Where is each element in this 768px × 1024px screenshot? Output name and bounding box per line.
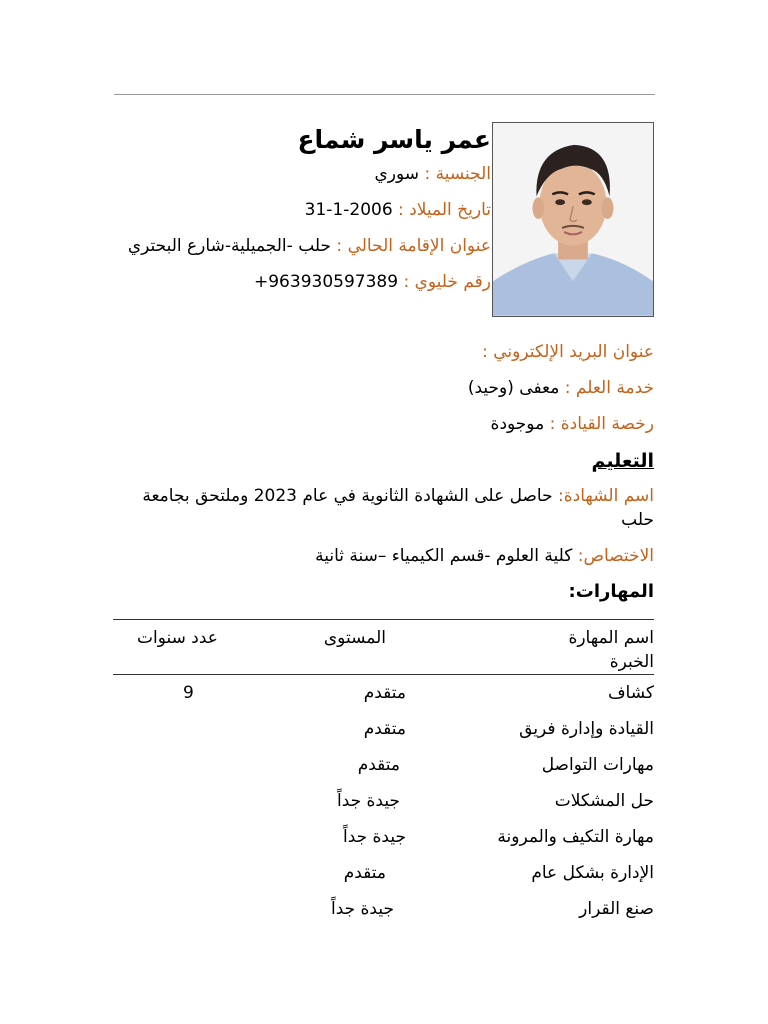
military-label: خدمة العلم : bbox=[559, 378, 654, 398]
major-value: كلية العلوم -قسم الكيمياء –سنة ثانية bbox=[315, 546, 573, 566]
nationality-label: الجنسية : bbox=[419, 164, 491, 184]
nationality-line bbox=[111, 162, 491, 186]
birth-label: تاريخ الميلاد : bbox=[392, 200, 491, 220]
skill-name: مهارات التواصل bbox=[541, 755, 654, 775]
skills-title: المهارات: bbox=[568, 581, 654, 602]
skill-years: 9 bbox=[183, 683, 194, 703]
address-label: عنوان الإقامة الحالي : bbox=[331, 236, 491, 256]
education-title: التعليم bbox=[591, 450, 654, 472]
skill-row bbox=[113, 783, 654, 819]
skill-name: حل المشكلات bbox=[554, 791, 654, 811]
degree-value: حاصل على الشهادة الثانوية في عام 2023 وملتحق بجامعة حلب bbox=[142, 486, 654, 530]
license-line bbox=[113, 412, 654, 436]
birth-value: 31-1-2006 bbox=[304, 200, 393, 220]
skill-level: متقدم bbox=[363, 719, 406, 739]
top-divider bbox=[114, 94, 655, 95]
header-skill-name-text: اسم المهارة bbox=[568, 628, 654, 648]
skill-level: متقدم bbox=[357, 755, 400, 775]
skill-name: صنع القرار bbox=[579, 899, 654, 919]
email-label: عنوان البريد الإلكتروني : bbox=[482, 342, 654, 362]
skill-level: جيدة جداً bbox=[342, 827, 406, 847]
skill-row bbox=[113, 819, 654, 855]
address-value: حلب -الجميلية-شارع البحتري bbox=[127, 236, 332, 256]
profile-photo bbox=[492, 122, 654, 317]
license-label: رخصة القيادة : bbox=[544, 414, 654, 434]
major-label: الاختصاص: bbox=[572, 546, 654, 566]
table-header bbox=[113, 620, 654, 674]
candidate-name: عمر ياسر شماع bbox=[297, 125, 491, 154]
header-years-wrap: الخبرة bbox=[609, 652, 654, 672]
phone-label: رقم خليوي : bbox=[398, 272, 491, 292]
skill-row bbox=[113, 711, 654, 747]
personal-info bbox=[111, 122, 491, 306]
skill-rows bbox=[113, 675, 654, 927]
military-value: معفى (وحيد) bbox=[467, 378, 560, 398]
skill-row bbox=[113, 675, 654, 711]
skill-name: كشاف bbox=[607, 683, 654, 703]
license-value: موجودة bbox=[490, 414, 545, 434]
skills-table bbox=[113, 619, 654, 927]
degree-line bbox=[113, 484, 654, 532]
birth-line bbox=[111, 198, 491, 222]
major-line bbox=[113, 544, 654, 568]
skill-name: القيادة وإدارة فريق bbox=[519, 719, 654, 739]
skill-level: جيدة جداً bbox=[336, 791, 400, 811]
skill-row bbox=[113, 891, 654, 927]
skill-level: جيدة جداً bbox=[330, 899, 394, 919]
email-line bbox=[113, 340, 654, 364]
details-block bbox=[113, 340, 654, 612]
degree-label: اسم الشهادة: bbox=[552, 486, 654, 506]
nationality-value: سوري bbox=[374, 164, 420, 184]
phone-value: +963930597389 bbox=[254, 272, 399, 292]
phone-line bbox=[111, 270, 491, 294]
skill-level: متقدم bbox=[343, 863, 386, 883]
military-line bbox=[113, 376, 654, 400]
header-years: عدد سنوات bbox=[137, 628, 218, 648]
header-skill-name bbox=[544, 626, 654, 674]
address-line bbox=[111, 234, 491, 258]
skill-row bbox=[113, 747, 654, 783]
skill-name: الإدارة بشكل عام bbox=[531, 863, 654, 883]
skill-row bbox=[113, 855, 654, 891]
header-level: المستوى bbox=[323, 628, 386, 648]
skill-name: مهارة التكيف والمرونة bbox=[497, 827, 654, 847]
skill-level: متقدم bbox=[363, 683, 406, 703]
